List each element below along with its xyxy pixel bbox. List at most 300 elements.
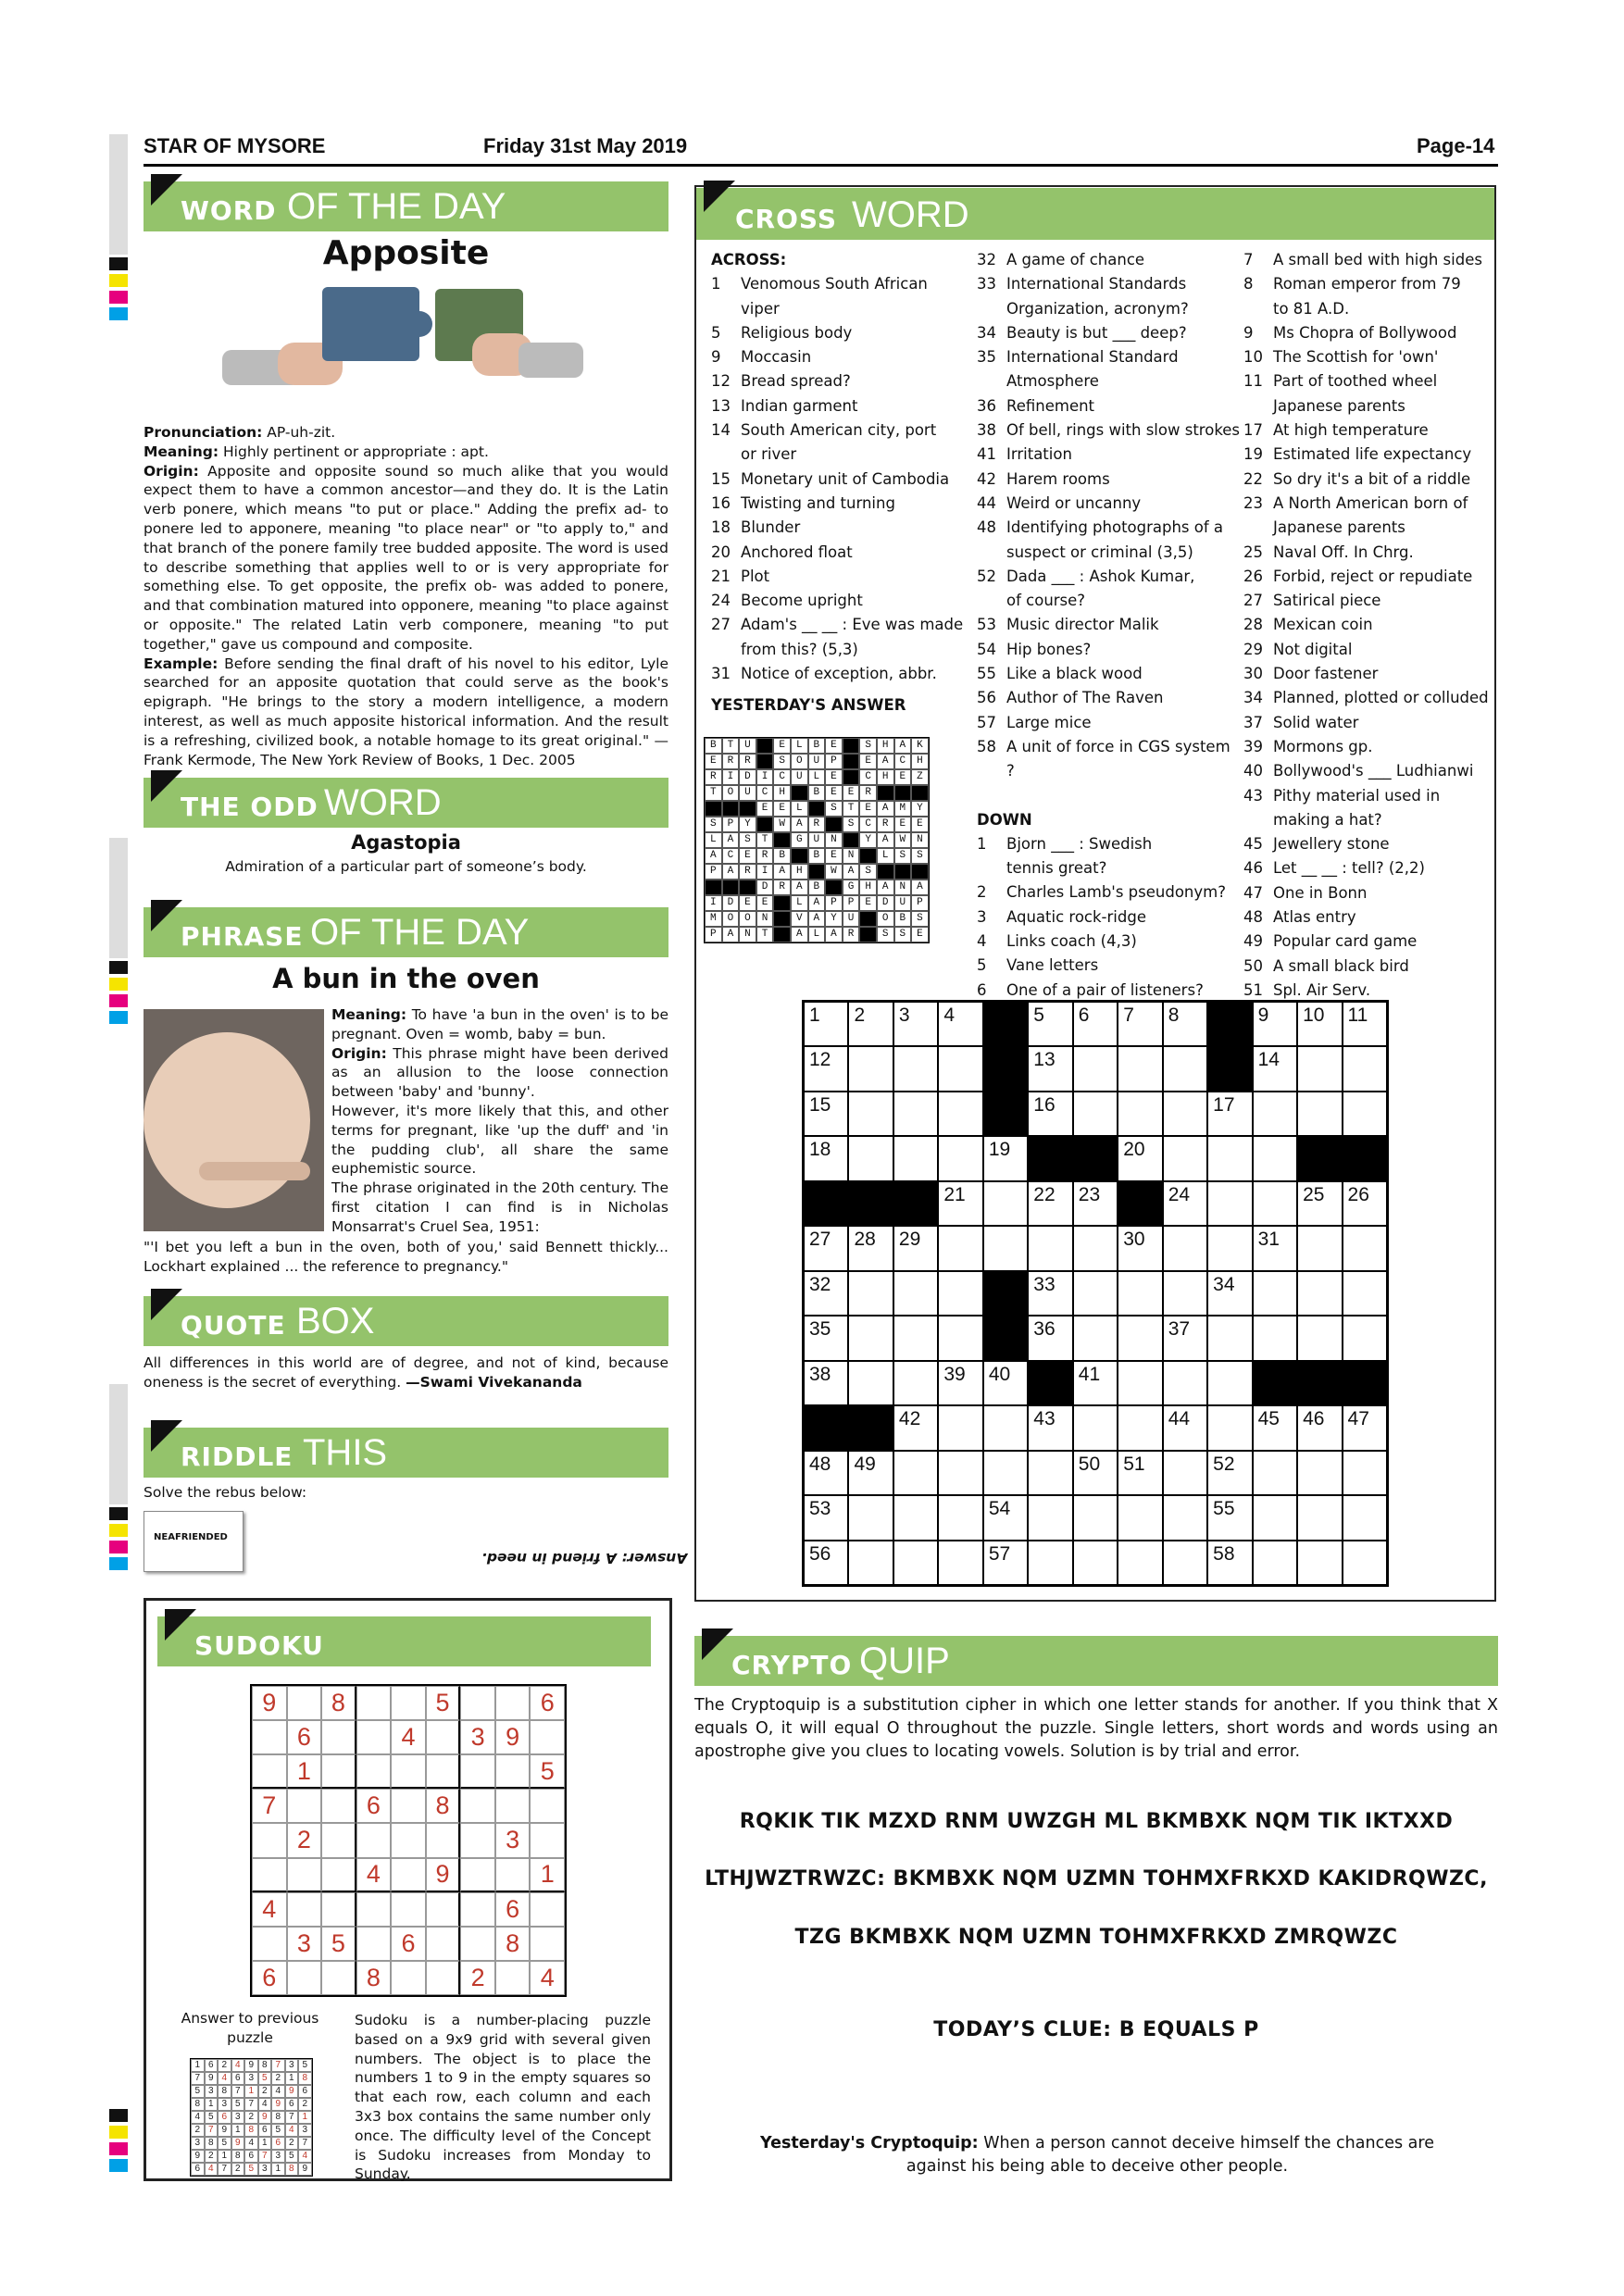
sudoku-cell[interactable] (426, 1961, 461, 1995)
crossword-cell[interactable]: 14 (1253, 1046, 1297, 1091)
crossword-cell[interactable]: 34 (1207, 1271, 1252, 1316)
crossword-cell[interactable] (1343, 1495, 1387, 1540)
sudoku-cell[interactable] (287, 1961, 322, 1995)
crossword-cell[interactable] (1073, 1046, 1118, 1091)
answer-black-cell (739, 880, 756, 895)
sudoku-cell[interactable] (530, 1823, 565, 1857)
crossword-cell[interactable]: 4 (938, 1002, 982, 1046)
clue-number: 3 (977, 907, 987, 926)
crossword-cell[interactable] (1073, 1316, 1118, 1360)
crossword-cell[interactable]: 7 (1118, 1002, 1162, 1046)
sudoku-cell[interactable] (287, 1858, 322, 1892)
crossword-cell[interactable] (893, 1271, 938, 1316)
crossword-cell[interactable] (893, 1046, 938, 1091)
clue-number: 31 (711, 665, 731, 683)
crossword-grid[interactable] (802, 1000, 1389, 1587)
crossword-cell[interactable]: 3 (893, 1002, 938, 1046)
answer-cell: E (911, 817, 929, 832)
clue-number: 40 (1243, 762, 1263, 780)
crossword-cell[interactable]: 23 (1073, 1181, 1118, 1226)
crossword-cell[interactable] (848, 1361, 893, 1405)
clue-text: Bjorn ___ : Swedish (1006, 834, 1153, 853)
sudoku-cell[interactable]: 6 (356, 1789, 392, 1823)
crossword-cell[interactable]: 26 (1343, 1181, 1387, 1226)
crossword-cell[interactable]: 44 (1163, 1405, 1207, 1450)
sudoku-cell[interactable] (391, 1892, 426, 1927)
sudoku-cell[interactable] (495, 1754, 531, 1789)
crossword-cell[interactable] (1253, 1316, 1297, 1360)
crossword-cell[interactable] (1253, 1271, 1297, 1316)
sudoku-cell[interactable] (495, 1686, 531, 1720)
across-label: ACROSS: (711, 251, 787, 268)
sudoku-cell[interactable]: 8 (426, 1789, 461, 1823)
crossword-cell[interactable] (983, 1405, 1028, 1450)
crossword-cell[interactable] (1297, 1046, 1342, 1091)
crossword-cell[interactable]: 29 (893, 1226, 938, 1270)
crossword-cell[interactable] (1297, 1092, 1342, 1136)
sudoku-cell[interactable] (252, 1927, 287, 1961)
crossword-cell[interactable]: 48 (804, 1451, 848, 1495)
crossword-cell[interactable] (1163, 1046, 1207, 1091)
crossword-cell[interactable] (848, 1495, 893, 1540)
clue-number: 47 (1243, 883, 1263, 902)
crossword-cell[interactable] (1163, 1495, 1207, 1540)
crossword-cell[interactable] (893, 1136, 938, 1180)
sudoku-cell[interactable] (495, 1789, 531, 1823)
sudoku-answer-cell: 8 (298, 2072, 312, 2085)
sudoku-cell[interactable]: 6 (252, 1961, 287, 1995)
crossword-cell[interactable]: 36 (1028, 1316, 1072, 1360)
crossword-cell[interactable]: 13 (1028, 1046, 1072, 1091)
clue-row (711, 297, 970, 321)
crossword-cell[interactable] (938, 1046, 982, 1091)
crossword-cell[interactable]: 25 (1297, 1181, 1342, 1226)
crossword-cell[interactable] (1343, 1046, 1387, 1091)
sudoku-cell[interactable] (356, 1686, 392, 1720)
crossword-cell[interactable] (983, 1226, 1028, 1270)
sudoku-cell[interactable] (530, 1720, 565, 1754)
crossword-cell[interactable] (938, 1226, 982, 1270)
sudoku-cell[interactable] (460, 1789, 495, 1823)
crossword-cell[interactable] (1253, 1451, 1297, 1495)
sudoku-cell[interactable] (356, 1927, 392, 1961)
sudoku-cell[interactable]: 9 (495, 1720, 531, 1754)
crossword-cell[interactable] (1073, 1495, 1118, 1540)
crossword-cell[interactable] (1163, 1136, 1207, 1180)
answer-cell: H (911, 754, 929, 769)
crossword-cell[interactable] (938, 1495, 982, 1540)
answer-cell: B (808, 848, 826, 864)
crossword-cell[interactable]: 35 (804, 1316, 848, 1360)
crossword-cell[interactable]: 47 (1343, 1405, 1387, 1450)
crossword-cell[interactable]: 39 (938, 1361, 982, 1405)
sudoku-cell[interactable]: 8 (356, 1961, 392, 1995)
banner-label: WORD (852, 194, 969, 235)
crossword-cell[interactable]: 40 (983, 1361, 1028, 1405)
clue-number: 11 (1243, 372, 1263, 391)
crossword-cell[interactable]: 11 (1343, 1002, 1387, 1046)
registration-black (109, 2109, 128, 2122)
sudoku-cell[interactable]: 5 (426, 1686, 461, 1720)
crossword-cell[interactable]: 18 (804, 1136, 848, 1180)
sudoku-cell[interactable]: 6 (391, 1927, 426, 1961)
clue-text: Ms Chopra of Bollywood (1273, 323, 1457, 342)
crossword-cell[interactable] (1118, 1405, 1162, 1450)
crossword-cell[interactable] (1207, 1136, 1252, 1180)
sudoku-answer-cell: 6 (298, 2085, 312, 2098)
sudoku-answer-cell: 7 (258, 2150, 272, 2163)
answer-cell: E (825, 738, 843, 754)
crossword-cell[interactable] (1118, 1495, 1162, 1540)
sudoku-cell[interactable] (321, 1858, 356, 1892)
clue-row (1243, 881, 1493, 905)
sudoku-cell[interactable] (287, 1789, 322, 1823)
crossword-cell[interactable]: 2 (848, 1002, 893, 1046)
clue-text: Music director Malik (1006, 616, 1159, 634)
answer-cell: C (859, 817, 877, 832)
crossword-cell[interactable] (1163, 1226, 1207, 1270)
sudoku-answer-cell: 5 (191, 2085, 205, 2098)
clue-row (1243, 321, 1493, 345)
crossword-cell[interactable]: 17 (1207, 1092, 1252, 1136)
crossword-cell[interactable] (983, 1181, 1028, 1226)
clue-number: 56 (977, 689, 996, 707)
crossword-cell[interactable] (1297, 1226, 1342, 1270)
crossword-cell[interactable] (1118, 1092, 1162, 1136)
sudoku-cell[interactable] (426, 1892, 461, 1927)
sudoku-cell[interactable]: 9 (426, 1858, 461, 1892)
crossword-cell[interactable]: 28 (848, 1226, 893, 1270)
crossword-cell[interactable] (893, 1361, 938, 1405)
sudoku-cell[interactable]: 7 (252, 1789, 287, 1823)
crossword-cell[interactable] (1207, 1316, 1252, 1360)
crossword-cell[interactable]: 22 (1028, 1181, 1072, 1226)
answer-cell: U (843, 911, 860, 927)
crossword-cell[interactable]: 30 (1118, 1226, 1162, 1270)
crossword-cell[interactable]: 54 (983, 1495, 1028, 1540)
sudoku-cell[interactable] (321, 1789, 356, 1823)
crossword-cell[interactable] (893, 1495, 938, 1540)
quote-author: —Swami Vivekananda (406, 1373, 582, 1391)
sudoku-cell[interactable] (321, 1961, 356, 1995)
sudoku-cell[interactable] (356, 1823, 392, 1857)
crossword-cell[interactable]: 27 (804, 1226, 848, 1270)
crossword-cell[interactable]: 45 (1253, 1405, 1297, 1450)
sudoku-answer-cell: 5 (205, 2111, 219, 2124)
crossword-cell[interactable] (893, 1541, 938, 1585)
crossword-cell[interactable] (848, 1271, 893, 1316)
crossword-cell[interactable] (1028, 1495, 1072, 1540)
sudoku-cell[interactable] (321, 1823, 356, 1857)
sudoku-cell[interactable] (391, 1754, 426, 1789)
clue-text: Bollywood's ___ Ludhianwi (1273, 762, 1474, 780)
crossword-cell[interactable]: 33 (1028, 1271, 1072, 1316)
crossword-cell[interactable] (1118, 1361, 1162, 1405)
crossword-cell[interactable]: 9 (1253, 1002, 1297, 1046)
sudoku-cell[interactable]: 6 (287, 1720, 322, 1754)
crossword-cell[interactable]: 56 (804, 1541, 848, 1585)
crossword-cell[interactable]: 51 (1118, 1451, 1162, 1495)
crossword-cell[interactable] (1028, 1541, 1072, 1585)
crossword-cell[interactable] (1118, 1541, 1162, 1585)
clue-text: One of a pair of listeners? (1006, 980, 1204, 999)
clue-number: 48 (1243, 908, 1263, 927)
sudoku-cell[interactable]: 1 (287, 1754, 322, 1789)
crossword-cell[interactable] (1253, 1495, 1297, 1540)
crossword-cell[interactable]: 20 (1118, 1136, 1162, 1180)
clue-row (977, 930, 1241, 954)
sudoku-cell[interactable] (426, 1927, 461, 1961)
crossword-cell[interactable] (893, 1092, 938, 1136)
crossword-cell[interactable]: 31 (1253, 1226, 1297, 1270)
crossword-cell[interactable] (1118, 1316, 1162, 1360)
sudoku-cell[interactable] (356, 1754, 392, 1789)
crossword-cell[interactable] (1163, 1451, 1207, 1495)
crossword-cell[interactable] (938, 1316, 982, 1360)
crossword-cell[interactable] (1297, 1271, 1342, 1316)
crossword-cell[interactable] (848, 1136, 893, 1180)
sudoku-answer-cell: 5 (244, 2163, 258, 2176)
crossword-cell[interactable]: 58 (1207, 1541, 1252, 1585)
sudoku-cell[interactable] (252, 1823, 287, 1857)
crossword-cell[interactable] (1207, 1405, 1252, 1450)
crossword-cell[interactable] (1073, 1271, 1118, 1316)
crossword-cell[interactable] (1297, 1541, 1342, 1585)
sudoku-cell[interactable] (321, 1892, 356, 1927)
sudoku-cell[interactable]: 3 (460, 1720, 495, 1754)
sudoku-answer-cell: 7 (231, 2085, 245, 2098)
sudoku-cell[interactable] (495, 1961, 531, 1995)
sudoku-cell[interactable] (460, 1754, 495, 1789)
sudoku-cell[interactable] (356, 1892, 392, 1927)
sudoku-answer-cell: 5 (285, 2150, 299, 2163)
sudoku-cell[interactable]: 4 (356, 1858, 392, 1892)
clue-text: Roman emperor from 79 (1273, 275, 1461, 293)
sudoku-cell[interactable]: 9 (252, 1686, 287, 1720)
crossword-cell[interactable]: 43 (1028, 1405, 1072, 1450)
clue-number: 49 (1243, 932, 1263, 951)
crossword-cell[interactable]: 50 (1073, 1451, 1118, 1495)
sudoku-cell[interactable] (460, 1823, 495, 1857)
sudoku-cell[interactable] (356, 1720, 392, 1754)
answer-cell: A (791, 927, 808, 942)
answer-black-cell (756, 817, 774, 832)
sudoku-cell[interactable]: 5 (530, 1754, 565, 1789)
crossword-cell[interactable] (1207, 1361, 1252, 1405)
crossword-cell[interactable] (1297, 1451, 1342, 1495)
crossword-cell[interactable] (938, 1451, 982, 1495)
crossword-cell[interactable] (1073, 1226, 1118, 1270)
clue-text: Pithy material used in (1273, 786, 1441, 805)
crossword-cell[interactable] (848, 1092, 893, 1136)
sudoku-cell[interactable]: 1 (530, 1858, 565, 1892)
crossword-cell[interactable]: 12 (804, 1046, 848, 1091)
sudoku-cell[interactable] (391, 1858, 426, 1892)
crossword-cell[interactable] (938, 1405, 982, 1450)
crossword-cell[interactable]: 49 (848, 1451, 893, 1495)
sudoku-cell[interactable] (426, 1720, 461, 1754)
crossword-cell[interactable] (1343, 1451, 1387, 1495)
sudoku-answer-cell: 9 (258, 2111, 272, 2124)
crossword-cell[interactable]: 46 (1297, 1405, 1342, 1450)
crossword-cell[interactable]: 8 (1163, 1002, 1207, 1046)
clue-row (977, 638, 1241, 662)
crossword-cell[interactable] (1028, 1451, 1072, 1495)
answer-black-cell (756, 754, 774, 769)
crossword-cell[interactable] (1343, 1271, 1387, 1316)
sudoku-cell[interactable] (321, 1720, 356, 1754)
answer-black-cell (859, 848, 877, 864)
crossword-cell[interactable]: 15 (804, 1092, 848, 1136)
sudoku-answer-cell: 3 (231, 2111, 245, 2124)
crossword-cell[interactable] (1163, 1541, 1207, 1585)
crossword-cell[interactable] (983, 1451, 1028, 1495)
sudoku-cell[interactable] (252, 1720, 287, 1754)
sudoku-cell[interactable] (460, 1892, 495, 1927)
sudoku-answer-cell: 1 (244, 2085, 258, 2098)
clue-text: from this? (5,3) (741, 640, 858, 658)
down-clues (1243, 248, 1493, 1003)
crossword-cell[interactable] (1207, 1181, 1252, 1226)
crossword-cell[interactable] (1118, 1271, 1162, 1316)
crossword-cell[interactable] (938, 1092, 982, 1136)
crossword-cell[interactable]: 57 (983, 1541, 1028, 1585)
crossword-cell[interactable] (848, 1316, 893, 1360)
crossword-cell[interactable] (848, 1046, 893, 1091)
sudoku-cell[interactable] (391, 1686, 426, 1720)
crossword-cell[interactable] (1253, 1136, 1297, 1180)
clue-row (977, 735, 1241, 784)
crossword-cell[interactable]: 6 (1073, 1002, 1118, 1046)
sudoku-cell[interactable] (391, 1823, 426, 1857)
sudoku-answer-cell: 9 (271, 2098, 285, 2111)
crossword-cell[interactable]: 55 (1207, 1495, 1252, 1540)
sudoku-cell[interactable] (530, 1789, 565, 1823)
crossword-cell[interactable]: 42 (893, 1405, 938, 1450)
sudoku-cell[interactable] (460, 1858, 495, 1892)
sudoku-grid[interactable] (250, 1684, 567, 1997)
crossword-cell[interactable] (938, 1136, 982, 1180)
sudoku-cell[interactable]: 3 (495, 1823, 531, 1857)
sudoku-cell[interactable] (287, 1892, 322, 1927)
crossword-cell[interactable]: 1 (804, 1002, 848, 1046)
sudoku-cell[interactable] (252, 1858, 287, 1892)
crossword-cell[interactable] (1028, 1226, 1072, 1270)
crossword-cell[interactable] (938, 1271, 982, 1316)
sudoku-cell[interactable]: 4 (391, 1720, 426, 1754)
sudoku-cell[interactable] (321, 1754, 356, 1789)
sudoku-cell[interactable]: 5 (321, 1927, 356, 1961)
crossword-cell[interactable] (1253, 1541, 1297, 1585)
sudoku-cell[interactable] (495, 1858, 531, 1892)
crossword-cell[interactable]: 38 (804, 1361, 848, 1405)
sudoku-cell[interactable] (391, 1789, 426, 1823)
crossword-cell[interactable] (1073, 1092, 1118, 1136)
crossword-cell[interactable] (1297, 1316, 1342, 1360)
sudoku-cell[interactable]: 3 (287, 1927, 322, 1961)
sudoku-cell[interactable]: 6 (495, 1892, 531, 1927)
crossword-cell[interactable] (1163, 1092, 1207, 1136)
sudoku-cell[interactable] (287, 1686, 322, 1720)
crossword-cell[interactable] (1253, 1181, 1297, 1226)
answer-cell: O (739, 911, 756, 927)
answer-black-cell (843, 738, 860, 754)
answer-cell: B (773, 848, 791, 864)
crossword-cell[interactable]: 5 (1028, 1002, 1072, 1046)
crossword-cell[interactable] (1118, 1046, 1162, 1091)
clue-row (1243, 613, 1493, 637)
sudoku-cell[interactable]: 8 (321, 1686, 356, 1720)
crossword-cell[interactable]: 16 (1028, 1092, 1072, 1136)
sudoku-cell[interactable]: 8 (495, 1927, 531, 1961)
answer-black-cell (859, 911, 877, 927)
answer-cell: E (894, 817, 912, 832)
sudoku-cell[interactable] (252, 1754, 287, 1789)
sudoku-cell[interactable] (426, 1754, 461, 1789)
sudoku-cell[interactable] (391, 1961, 426, 1995)
clue-number: 8 (1243, 275, 1254, 293)
clue-row (977, 394, 1241, 418)
sudoku-cell[interactable] (460, 1686, 495, 1720)
sudoku-cell[interactable]: 4 (530, 1961, 565, 1995)
crossword-cell[interactable] (1163, 1361, 1207, 1405)
crossword-cell[interactable] (1163, 1271, 1207, 1316)
crossword-cell[interactable] (1073, 1405, 1118, 1450)
answer-black-cell (894, 785, 912, 801)
answer-cell: C (773, 769, 791, 785)
crossword-cell[interactable]: 32 (804, 1271, 848, 1316)
sudoku-answer-cell: 3 (298, 2124, 312, 2137)
sudoku-cell[interactable] (530, 1927, 565, 1961)
crossword-cell[interactable] (1073, 1541, 1118, 1585)
clue-text: Links coach (4,3) (1006, 932, 1137, 951)
crossword-cell[interactable] (848, 1541, 893, 1585)
crossword-cell[interactable] (1343, 1541, 1387, 1585)
crossword-cell[interactable]: 37 (1163, 1316, 1207, 1360)
sudoku-cell[interactable] (426, 1823, 461, 1857)
sudoku-cell[interactable]: 2 (287, 1823, 322, 1857)
sudoku-cell[interactable]: 2 (460, 1961, 495, 1995)
answer-black-cell (773, 927, 791, 942)
sudoku-cell[interactable] (530, 1892, 565, 1927)
crossword-cell[interactable] (1343, 1226, 1387, 1270)
crossword-cell[interactable] (938, 1541, 982, 1585)
sudoku-cell[interactable]: 4 (252, 1892, 287, 1927)
crossword-cell[interactable]: 41 (1073, 1361, 1118, 1405)
clue-text: Monetary unit of Cambodia (741, 469, 950, 488)
pregnant-belly-image (144, 1009, 324, 1231)
clue-number (711, 443, 741, 467)
sudoku-cell[interactable]: 6 (530, 1686, 565, 1720)
sudoku-cell[interactable] (460, 1927, 495, 1961)
crossword-cell[interactable]: 21 (938, 1181, 982, 1226)
crossword-cell[interactable] (1343, 1092, 1387, 1136)
clue-text: Adam's __ __ : Eve was made (741, 616, 964, 634)
crossword-cell[interactable]: 24 (1163, 1181, 1207, 1226)
clue-number (977, 541, 1006, 565)
crossword-cell[interactable]: 10 (1297, 1002, 1342, 1046)
crossword-cell[interactable]: 19 (983, 1136, 1028, 1180)
crossword-cell[interactable]: 53 (804, 1495, 848, 1540)
crossword-cell[interactable] (893, 1316, 938, 1360)
clue-row (1243, 516, 1493, 540)
crossword-cell[interactable] (1207, 1226, 1252, 1270)
crossword-cell[interactable] (1343, 1316, 1387, 1360)
crossword-cell[interactable]: 52 (1207, 1451, 1252, 1495)
crossword-cell[interactable] (1253, 1092, 1297, 1136)
crossword-cell[interactable] (893, 1451, 938, 1495)
crossword-cell[interactable] (1297, 1495, 1342, 1540)
